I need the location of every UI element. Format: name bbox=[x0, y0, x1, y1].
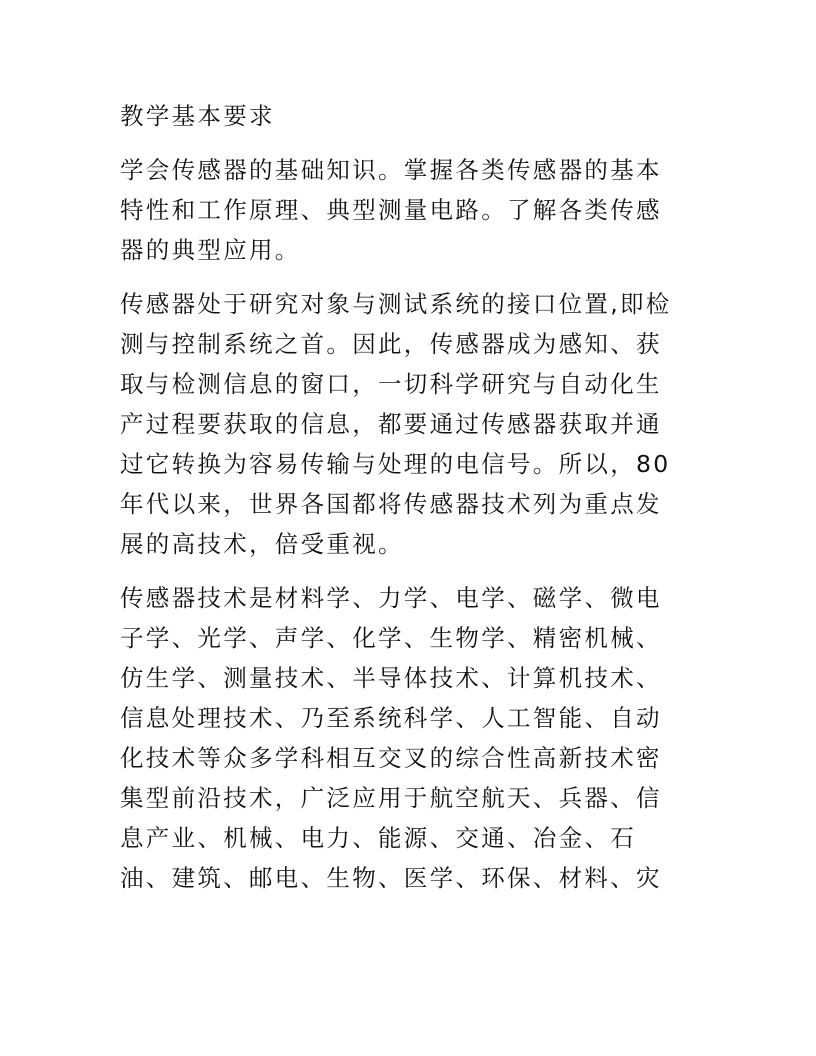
document-page bbox=[120, 96, 700, 912]
paragraph-line: 信息处理技术、乃至系统科学、人工智能、自动 bbox=[120, 704, 662, 732]
paragraph-line: 仿生学、测量技术、半导体技术、计算机技术、 bbox=[120, 664, 662, 692]
paragraph-line: 油、建筑、邮电、生物、医学、环保、材料、灾 bbox=[120, 864, 662, 892]
paragraph-line: 学会传感器的基础知识。掌握各类传感器的基本 bbox=[120, 156, 662, 184]
paragraph-line: 息产业、机械、电力、能源、交通、冶金、石 bbox=[120, 824, 636, 852]
paragraph-line: 器的典型应用。 bbox=[120, 236, 301, 264]
paragraph-1 bbox=[120, 150, 700, 270]
paragraph-line: 特性和工作原理、典型测量电路。了解各类传感 bbox=[120, 196, 662, 224]
paragraph-line: 化技术等众多学科相互交叉的综合性高新技术密 bbox=[120, 744, 662, 772]
paragraph-line: 展的高技术，倍受重视。 bbox=[120, 530, 404, 558]
paragraph-line: 传感器技术是材料学、力学、电学、磁学、微电 bbox=[120, 584, 662, 612]
paragraph-line: 传感器处于研究对象与测试系统的接口位置,即检 bbox=[120, 290, 672, 318]
paragraph-3 bbox=[120, 578, 700, 898]
paragraph-line: 取与检测信息的窗口，一切科学研究与自动化生 bbox=[120, 370, 662, 398]
paragraph-line: 子学、光学、声学、化学、生物学、精密机械、 bbox=[120, 624, 662, 652]
paragraph-line: 产过程要获取的信息，都要通过传感器获取并通 bbox=[120, 410, 662, 438]
section-heading: 教学基本要求 bbox=[120, 102, 275, 130]
paragraph-2 bbox=[120, 284, 700, 564]
paragraph-line: 过它转换为容易传输与处理的电信号。所以，80 bbox=[120, 450, 671, 478]
paragraph-line: 年代以来，世界各国都将传感器技术列为重点发 bbox=[120, 490, 662, 518]
paragraph-line: 集型前沿技术，广泛应用于航空航天、兵器、信 bbox=[120, 784, 662, 812]
paragraph-line: 测与控制系统之首。因此，传感器成为感知、获 bbox=[120, 330, 662, 358]
